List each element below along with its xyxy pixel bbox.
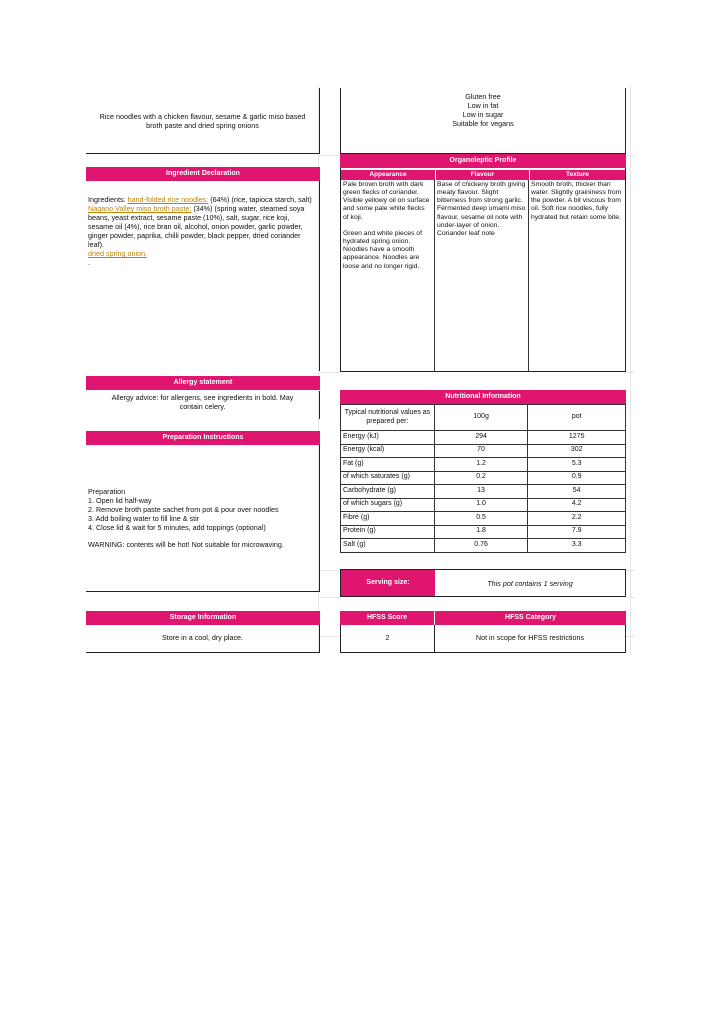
grid-line	[318, 570, 340, 571]
nutrient-name: of which sugars (g)	[341, 498, 435, 512]
grid-line	[625, 636, 635, 637]
nutrition-header: Nutritional Information	[340, 390, 626, 404]
organoleptic-flavour-title: Flavour	[435, 170, 529, 180]
nutrient-pot: 54	[528, 485, 626, 499]
nutrient-per100: 0.76	[434, 539, 528, 553]
preparation-step-1: 1. Open lid half-way	[88, 496, 152, 505]
allergy-header: Allergy statement	[86, 376, 320, 390]
nutrient-per100: 0.2	[434, 471, 528, 485]
ingredients-trailer: .	[88, 258, 90, 267]
hfss-values-box	[340, 625, 626, 653]
table-row	[341, 471, 626, 485]
spring-onion-link[interactable]: dried spring onion.	[88, 249, 148, 258]
nutrient-name: Carbohydrate (g)	[341, 485, 435, 499]
miso-link[interactable]: Nagano Valley miso broth paste:	[88, 204, 192, 213]
storage-text: Store in a cool, dry place.	[86, 625, 320, 653]
storage-header: Storage Information	[86, 611, 320, 625]
organoleptic-header: Organoleptic Profile	[340, 154, 626, 168]
organoleptic-appearance-text: Pale brown broth with dark green flecks of coriander. Visible yellowy oil on surface and some pale white flecks of koji. Green and white pieces of hydrated spring onion. Noodles have a smooth appearance. Noodles are loose and no longer rigid.	[341, 180, 435, 371]
preparation-header: Preparation Instructions	[86, 431, 320, 445]
table-row	[341, 485, 626, 499]
grid-line	[318, 372, 340, 373]
organoleptic-texture-title: Texture	[529, 170, 625, 180]
nutrient-name: of which saturates (g)	[341, 471, 435, 485]
hfss-score: 2	[341, 625, 435, 652]
claim-low-fat: Low in fat	[467, 101, 499, 110]
nutrition-header-row	[341, 405, 626, 431]
organoleptic-flavour-text: Base of chickeny broth giving meaty flavour. Slight bitterness from strong garlic. Fermented deep umami miso flavour, sesame oil note with under-layer of onion. Coriander leaf note	[435, 180, 529, 371]
nutrition-table	[340, 404, 626, 553]
organoleptic-appearance-title: Appearance	[341, 170, 435, 180]
nutrient-pot: 1275	[528, 431, 626, 445]
nutrient-name: Salt (g)	[341, 539, 435, 553]
nutrient-pot: 3.3	[528, 539, 626, 553]
hfss-score-header: HFSS Score	[340, 611, 434, 625]
product-description-box	[86, 88, 320, 154]
table-row	[341, 458, 626, 472]
claim-vegan: Suitable for vegans	[452, 119, 514, 128]
nutrient-pot: 2.2	[528, 512, 626, 526]
nutrition-col-pot: pot	[528, 405, 626, 431]
nutrient-pot: 302	[528, 444, 626, 458]
claims-box	[340, 88, 626, 154]
ingredient-text	[88, 195, 315, 267]
table-row	[341, 431, 626, 445]
ingredients-prefix: Ingredients:	[88, 195, 128, 204]
nutrient-pot: 0.9	[528, 471, 626, 485]
serving-box	[340, 569, 626, 597]
table-row	[341, 525, 626, 539]
ingredient-declaration-body	[86, 181, 320, 371]
grid-line	[625, 155, 635, 156]
hfss-category-header: HFSS Category	[435, 611, 626, 625]
nutrient-per100: 1.2	[434, 458, 528, 472]
grid-line	[318, 597, 340, 598]
product-description: Rice noodles with a chicken flavour, sesame & garlic miso based broth paste and dried spring onions	[99, 111, 306, 130]
nutrient-name: Fibre (g)	[341, 512, 435, 526]
table-row	[341, 512, 626, 526]
grid-line	[318, 636, 340, 637]
noodles-text: (64%) (rice, tapioca starch, salt)	[208, 195, 312, 204]
miso-text: (34%) (spring water, steamed soya beans, yeast extract, sesame paste (10%), salt, sugar, rice koji, sesame oil (4%), rice bran oil, alcohol, onion powder, garlic powder, ginger powder, paprika, chilli powder, black pepper, dried coriander leaf).	[88, 204, 305, 249]
grid-line	[625, 372, 635, 373]
nutrition-col-label: Typical nutritional values as prepared per:	[341, 405, 435, 431]
nutrient-name: Fat (g)	[341, 458, 435, 472]
nutrient-name: Energy (kJ)	[341, 431, 435, 445]
nutrient-pot: 5.3	[528, 458, 626, 472]
nutrient-per100: 1.0	[434, 498, 528, 512]
grid-line	[318, 155, 340, 156]
table-row	[341, 444, 626, 458]
preparation-step-4: 4. Close lid & wait for 5 minutes, add toppings (optional)	[88, 523, 266, 532]
hfss-category: Not in scope for HFSS restrictions	[475, 633, 585, 642]
claim-low-sugar: Low in sugar	[462, 110, 504, 119]
nutrition-col-100g: 100g	[434, 405, 528, 431]
serving-value: This pot contains 1 serving	[487, 578, 573, 588]
grid-line	[625, 570, 635, 571]
nutrient-per100: 1.8	[434, 525, 528, 539]
organoleptic-texture-text: Smooth broth, thicker than water. Slightly graininess from the powder. A bit viscous from oil. Soft rice noodles, fully hydrated but retain some bite.	[531, 181, 622, 221]
nutrient-pot: 7.9	[528, 525, 626, 539]
table-row	[341, 539, 626, 553]
grid-line	[625, 597, 635, 598]
preparation-body	[86, 445, 320, 592]
table-row	[341, 498, 626, 512]
preparation-step-2: 2. Remove broth paste sachet from pot & pour over noodles	[88, 505, 279, 514]
nutrient-name: Energy (kcal)	[341, 444, 435, 458]
preparation-warning: WARNING: contents will be hot! Not suitable for microwaving.	[88, 540, 284, 549]
allergy-text: Allergy advice: for allergens, see ingredients in bold. May contain celery.	[86, 391, 320, 419]
preparation-step-3: 3. Add boiling water to fill line & stir	[88, 514, 200, 523]
ingredient-declaration-header: Ingredient Declaration	[86, 167, 320, 181]
nutrient-pot: 4.2	[528, 498, 626, 512]
noodles-link[interactable]: hand-folded rice noodles:	[127, 195, 209, 204]
nutrient-per100: 0.5	[434, 512, 528, 526]
serving-label: Serving size:	[341, 570, 435, 596]
nutrient-name: Protein (g)	[341, 525, 435, 539]
nutrient-per100: 13	[434, 485, 528, 499]
preparation-title: Preparation	[88, 487, 126, 496]
nutrient-per100: 70	[434, 444, 528, 458]
claim-gluten-free: Gluten free	[465, 92, 501, 101]
nutrient-per100: 294	[434, 431, 528, 445]
